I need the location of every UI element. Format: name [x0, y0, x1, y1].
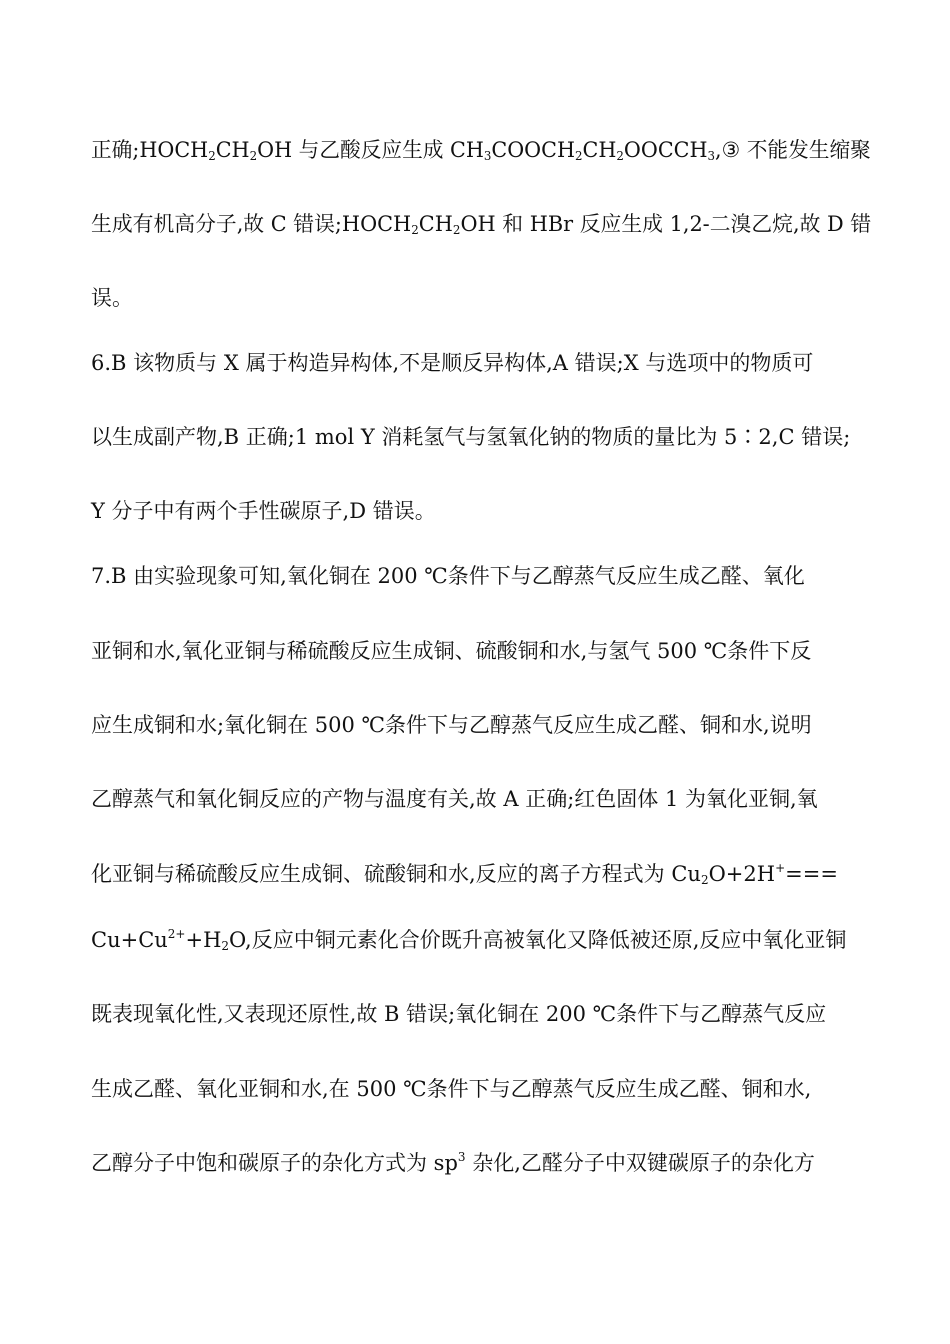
subscript: 2 [574, 149, 583, 163]
subscript: 2 [221, 939, 230, 953]
subscript: 3 [483, 149, 492, 163]
text-segment: 误。 [91, 286, 133, 310]
subscript: 2 [208, 149, 216, 163]
subscript: 2 [616, 149, 624, 163]
text-segment: ,③ 不能发生缩聚 [715, 138, 871, 162]
text-segment: 6.B 该物质与 X 属于构造异构体,不是顺反异构体,A 错误;X 与选项中的物质可 [91, 351, 814, 375]
text-segment: 乙醇分子中饱和碳原子的杂化方式为 sp [91, 1151, 458, 1175]
text-segment: Cu+Cu [91, 928, 168, 952]
text-line [91, 779, 871, 819]
superscript: 3 [457, 1150, 466, 1164]
text-segment: +H [185, 928, 222, 952]
text-segment: 亚铜和水,氧化亚铜与稀硫酸反应生成铜、硫酸铜和水,与氢气 500 ℃条件下反 [91, 639, 812, 663]
text-line [91, 705, 871, 745]
text-segment: 正确;HOCH [91, 138, 209, 162]
text-segment: COOCH [491, 138, 575, 162]
text-line [91, 854, 871, 894]
text-line [91, 631, 871, 671]
text-segment: O,反应中铜元素化合价既升高被氧化又降低被还原,反应中氧化亚铜 [229, 928, 847, 952]
text-segment: 应生成铜和水;氧化铜在 500 ℃条件下与乙醇蒸气反应生成乙醛、铜和水,说明 [91, 713, 812, 737]
text-segment: 7.B 由实验现象可知,氧化铜在 200 ℃条件下与乙醇蒸气反应生成乙醛、氧化 [91, 564, 805, 588]
text-segment: 以生成副产物,B 正确;1 mol Y 消耗氢气与氢氧化钠的物质的量比为 5∶2,C 错误; [91, 425, 851, 449]
text-segment: CH [215, 138, 250, 162]
subscript: 2 [700, 873, 709, 887]
text-line [91, 1143, 871, 1183]
text-segment: 杂化,乙醛分子中双键碳原子的杂化方 [465, 1151, 815, 1175]
answer-7-line [91, 556, 871, 596]
text-line [91, 204, 872, 244]
text-segment: Y 分子中有两个手性碳原子,D 错误。 [91, 499, 436, 523]
superscript: 2+ [167, 927, 186, 941]
text-line [91, 417, 871, 457]
text-segment: OOCCH [623, 138, 708, 162]
subscript: 2 [452, 223, 461, 237]
text-line [91, 994, 871, 1034]
answer-6-line [91, 343, 871, 383]
text-segment: OH 与乙酸反应生成 CH [257, 138, 484, 162]
text-segment: CH [418, 212, 453, 236]
text-line [91, 1069, 871, 1109]
text-line [91, 130, 871, 170]
text-segment: 生成有机高分子,故 C 错误;HOCH [91, 212, 412, 236]
subscript: 3 [707, 149, 716, 163]
text-segment: 化亚铜与稀硫酸反应生成铜、硫酸铜和水,反应的离子方程式为 Cu [91, 862, 701, 886]
text-line [91, 491, 871, 531]
subscript: 2 [411, 223, 419, 237]
text-segment: CH [582, 138, 617, 162]
text-segment: 乙醇蒸气和氧化铜反应的产物与温度有关,故 A 正确;红色固体 1 为氧化亚铜,氧 [91, 787, 818, 811]
text-segment: OH 和 HBr 反应生成 1,2-二溴乙烷,故 D 错 [460, 212, 872, 236]
text-segment: O+2H [708, 862, 776, 886]
text-segment: === [785, 862, 838, 886]
text-line [91, 278, 871, 318]
subscript: 2 [249, 149, 258, 163]
text-segment: 既表现氧化性,又表现还原性,故 B 错误;氧化铜在 200 ℃条件下与乙醇蒸气反应 [91, 1002, 827, 1026]
text-line [91, 920, 871, 960]
superscript: + [775, 861, 786, 875]
text-segment: 生成乙醛、氧化亚铜和水,在 500 ℃条件下与乙醇蒸气反应生成乙醛、铜和水, [91, 1077, 812, 1101]
